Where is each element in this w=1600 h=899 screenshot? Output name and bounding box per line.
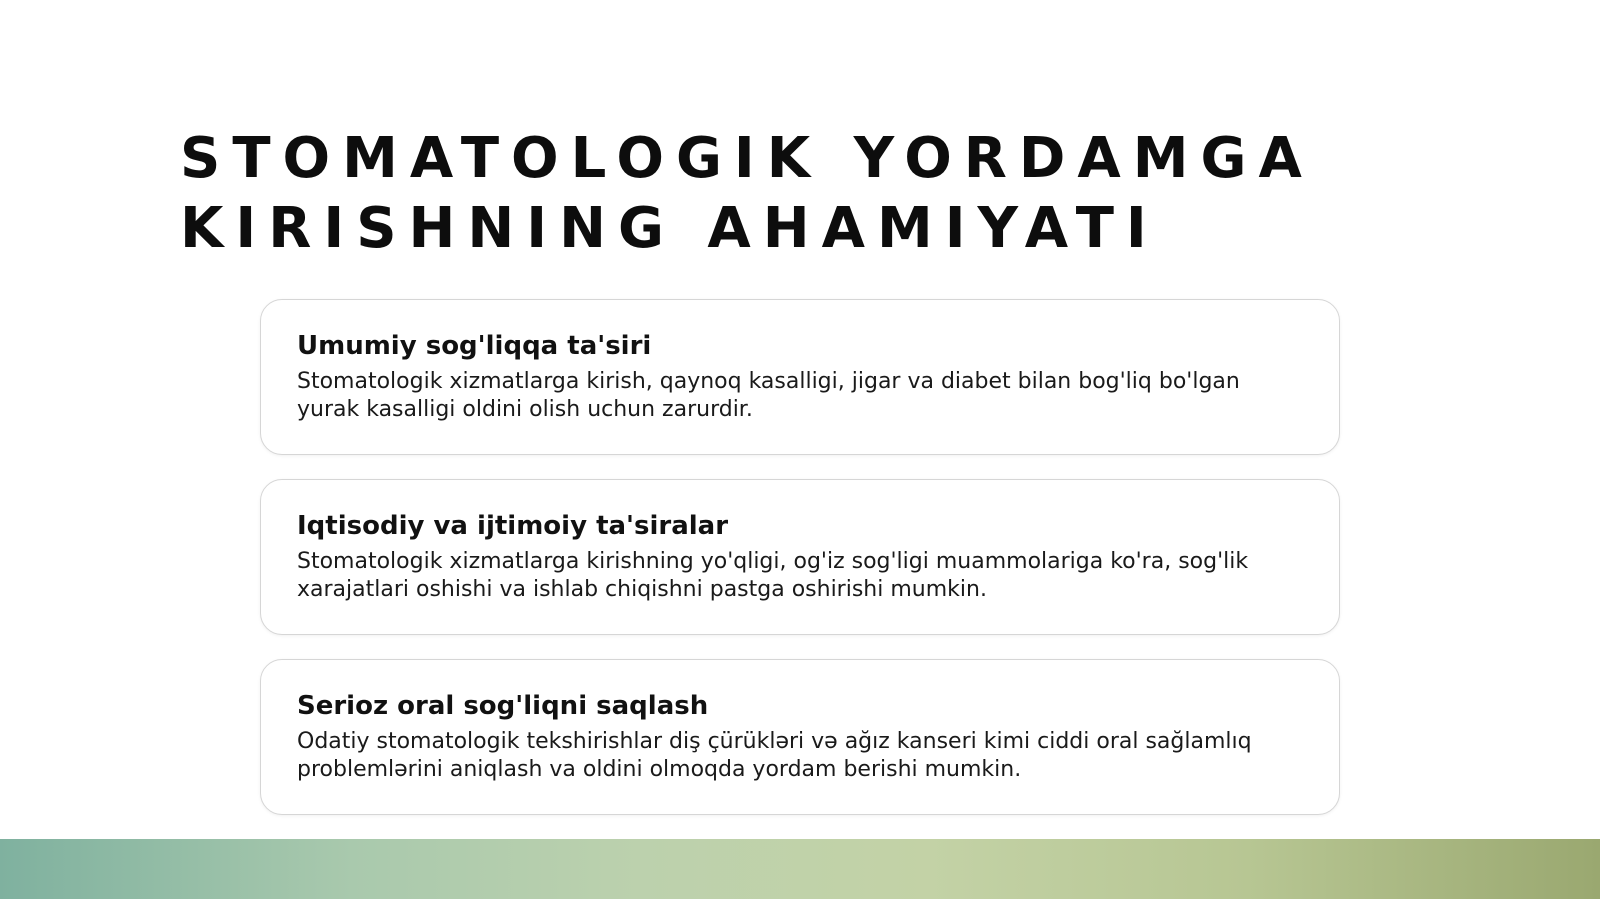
- footer-gradient-band: [0, 839, 1600, 899]
- card-heading: Serioz oral sog'liqni saqlash: [297, 691, 709, 721]
- title-line-1: STOMATOLOGIK YORDAMGA: [180, 126, 1314, 191]
- card-heading: Iqtisodiy va ijtimoiy ta'siralar: [297, 511, 729, 541]
- card-economic-social: [260, 479, 1340, 635]
- card-text: Stomatologik xizmatlarga kirish, qaynoq kasalligi, jigar va diabet bilan bog'liq bo'lgan yurak kasalligi oldini olish uchun zarurdir.: [297, 369, 1240, 422]
- card-list: [260, 299, 1340, 839]
- card-oral-health: [260, 659, 1340, 815]
- card-text: Stomatologik xizmatlarga kirishning yo'qligi, og'iz sog'ligi muammolariga ko'ra, sog'lik xarajatlari oshishi va ishlab chiqishni pastga oshirishi mumkin.: [297, 549, 1249, 602]
- title-line-2: KIRISHNING AHAMIYATI: [180, 196, 1159, 261]
- page-title: [180, 124, 1480, 264]
- card-general-health: [260, 299, 1340, 455]
- card-text: Odatiy stomatologik tekshirishlar diş çürükləri və ağız kanseri kimi ciddi oral sağlamlıq problemlərini aniqlash va oldini olmoqda yordam berishi mumkin.: [297, 729, 1252, 782]
- card-heading: Umumiy sog'liqqa ta'siri: [297, 331, 652, 361]
